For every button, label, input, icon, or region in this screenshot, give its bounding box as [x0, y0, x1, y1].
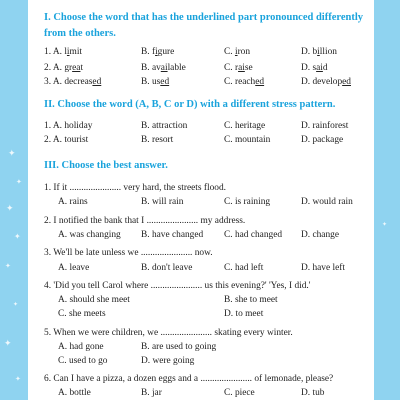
answer-option[interactable]: A. had gone	[58, 342, 104, 352]
answer-option[interactable]: B. available	[141, 63, 186, 73]
decorative-star-icon: ✦	[5, 262, 11, 270]
decorative-star-icon: ✦	[6, 204, 14, 214]
question-text: 2. I notified the bank that I ...................... my address.	[44, 216, 246, 226]
question-options	[44, 293, 369, 307]
decorative-star-icon: ✦	[13, 301, 19, 308]
question-text: 3. We'll be late unless we ...................... now.	[44, 248, 213, 258]
answer-option[interactable]: D. rainforest	[301, 121, 349, 131]
answer-option[interactable]: D. were going	[141, 356, 195, 366]
answer-option[interactable]: 1. A. holiday	[44, 121, 93, 131]
decorative-star-icon: ✦	[14, 232, 21, 241]
pronunciation-row	[44, 75, 369, 89]
section-1-title: I. Choose the word that has the underlined part pronounced differently from the others.	[44, 12, 364, 39]
stress-row	[44, 133, 369, 147]
answer-option[interactable]: B. are used to going	[141, 342, 217, 352]
answer-option[interactable]: B. she to meet	[224, 295, 278, 305]
stress-row	[44, 119, 369, 133]
answer-option[interactable]: 3. A. decreased	[44, 77, 102, 87]
section-2-title: II. Choose the word (A, B, C or D) with a different stress pattern.	[44, 99, 336, 110]
answer-option[interactable]: C. she meets	[58, 309, 106, 319]
answer-option[interactable]: 2. A. great	[44, 63, 84, 73]
question-options	[44, 340, 369, 354]
answer-option[interactable]: C. is raining	[224, 197, 271, 207]
question-options	[44, 307, 369, 321]
answer-option[interactable]: D. change	[301, 230, 340, 240]
answer-option[interactable]: A. was changing	[58, 230, 121, 240]
answer-option[interactable]: C. had left	[224, 263, 264, 273]
answer-option[interactable]: B. figure	[141, 47, 175, 57]
answer-option[interactable]: D. developed	[301, 77, 351, 87]
decorative-star-icon: ✦	[15, 375, 21, 383]
answer-option[interactable]: C. iron	[224, 47, 251, 57]
answer-option[interactable]: A. rains	[58, 197, 88, 207]
answer-option[interactable]: B. don't leave	[141, 263, 193, 273]
answer-option[interactable]: C. piece	[224, 388, 255, 398]
answer-option[interactable]: 1. A. limit	[44, 47, 83, 57]
answer-option[interactable]: C. heritage	[224, 121, 266, 131]
pronunciation-row	[44, 45, 369, 59]
section-3-title: III. Choose the best answer.	[44, 160, 168, 171]
answer-option[interactable]: B. will rain	[141, 197, 184, 207]
question-options	[44, 195, 369, 209]
question-text: 5. When we were children, we ...................... skating every winter.	[44, 328, 293, 338]
answer-option[interactable]: B. attraction	[141, 121, 188, 131]
answer-option[interactable]: D. package	[301, 135, 344, 145]
answer-option[interactable]: B. used	[141, 77, 170, 87]
question-options	[44, 354, 369, 368]
answer-option[interactable]: C. used to go	[58, 356, 108, 366]
question-options	[44, 228, 369, 242]
answer-option[interactable]: A. leave	[58, 263, 90, 273]
pronunciation-row	[44, 61, 369, 75]
question-options	[44, 386, 369, 400]
answer-option[interactable]: A. bottle	[58, 388, 91, 398]
decorative-star-icon: ✦	[8, 149, 16, 159]
answer-option[interactable]: 2. A. tourist	[44, 135, 89, 145]
question-options	[44, 261, 369, 275]
question-text: 6. Can I have a pizza, a dozen eggs and a ...................... of lemonade, please?	[44, 374, 334, 384]
answer-option[interactable]: C. mountain	[224, 135, 271, 145]
answer-option[interactable]: B. resort	[141, 135, 174, 145]
answer-option[interactable]: D. to meet	[224, 309, 264, 319]
answer-option[interactable]: D. would rain	[301, 197, 353, 207]
question-text: 1. If it ...................... very hard, the streets flood.	[44, 183, 226, 193]
worksheet-page	[28, 0, 374, 400]
answer-option[interactable]: C. raise	[224, 63, 253, 73]
answer-option[interactable]: C. had changed	[224, 230, 283, 240]
decorative-star-icon: ✦	[4, 339, 12, 349]
answer-option[interactable]: C. reached	[224, 77, 265, 87]
answer-option[interactable]: A. should she meet	[58, 295, 130, 305]
answer-option[interactable]: D. billion	[301, 47, 337, 57]
answer-option[interactable]: B. have changed	[141, 230, 204, 240]
question-text: 4. 'Did you tell Carol where ...................... us this evening?' 'Yes, I did.'	[44, 281, 311, 291]
answer-option[interactable]: D. have left	[301, 263, 345, 273]
answer-option[interactable]: B. jar	[141, 388, 162, 398]
answer-option[interactable]: D. said	[301, 63, 328, 73]
answer-option[interactable]: D. tub	[301, 388, 325, 398]
decorative-star-icon: ✦	[16, 178, 22, 186]
decorative-star-icon: ✦	[382, 221, 388, 228]
